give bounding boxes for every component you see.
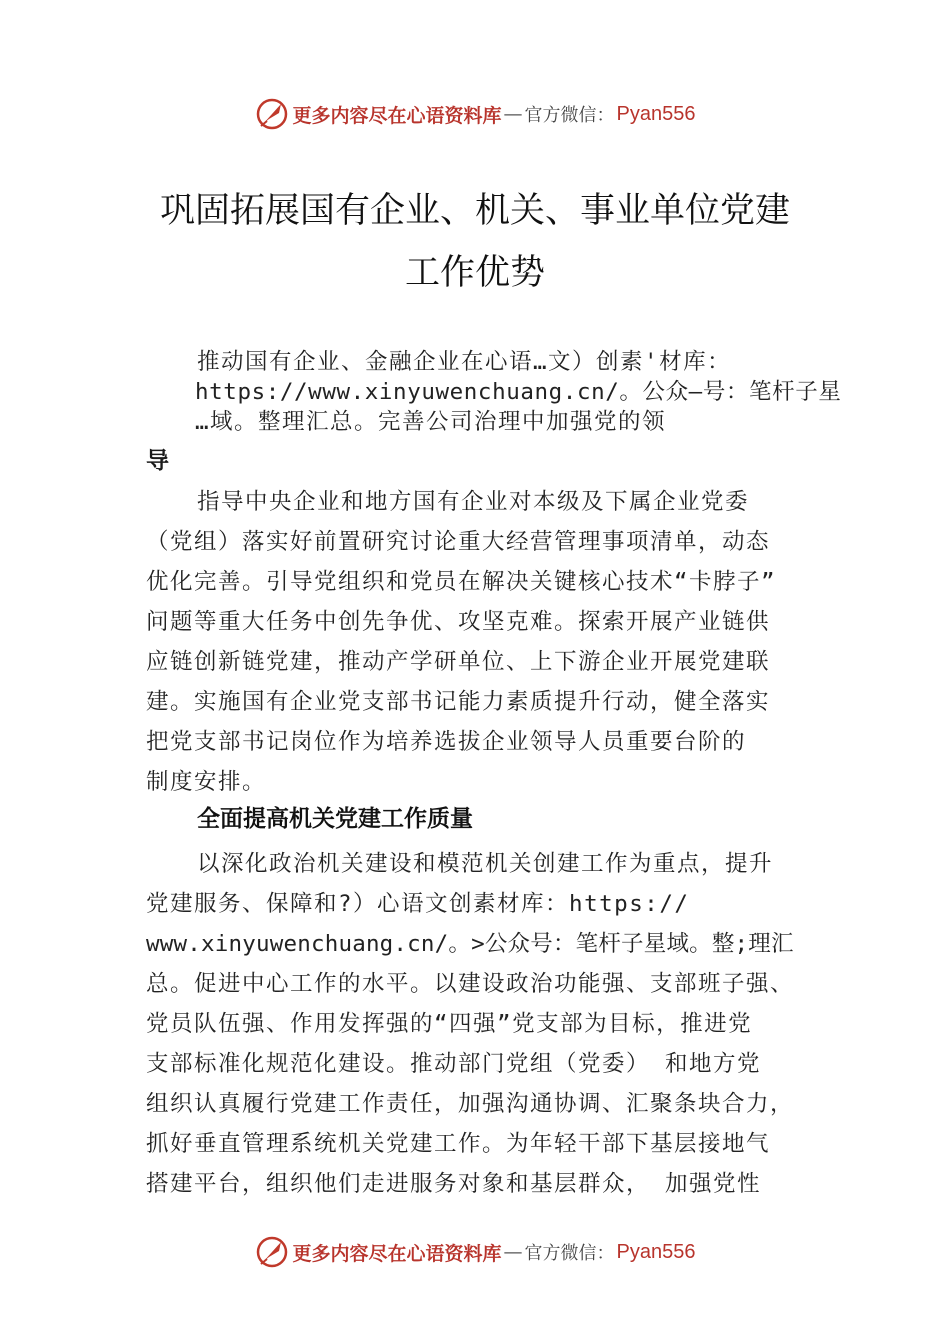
paragraph1-line: 制度安排。 <box>146 769 267 795</box>
paragraph1-line: 指导中央企业和地方国有企业对本级及下属企业党委 <box>197 489 750 515</box>
paragraph1-line: 问题等重大任务中创先争优、攻坚克难。探索开展产业链供 <box>146 609 771 635</box>
paragraph2-line: 搭建平台，组织他们走进服务对象和基层群众， 加强党性 <box>146 1171 762 1197</box>
paragraph2-line: 党员队伍强、作用发挥强的“四强”党支部为目标，推进党 <box>146 1011 753 1037</box>
banner-brand: 更多内容尽在心语资料库 <box>292 104 502 127</box>
banner-brand: 更多内容尽在心语资料库 <box>292 1242 502 1265</box>
banner-separator: — <box>503 1241 523 1263</box>
title-line-1: 巩固拓展国有企业、机关、事业单位党建 <box>159 191 790 231</box>
title-line-2: 工作优势 <box>404 253 545 293</box>
header-banner <box>0 94 950 134</box>
intro-line: …域。整理汇总。完善公司治理中加强党的领 <box>195 409 667 435</box>
paragraph2-line: 党建服务、保障和?）心语文创素材库：https:// <box>146 891 690 917</box>
banner-wechat-id: Pyan556 <box>616 102 696 125</box>
paragraph1-line: 把党支部书记岗位作为培养选拔企业领导人员重要台阶的 <box>146 729 747 755</box>
paragraph1-line: 优化完善。引导党组织和党员在解决关键核心技术“卡脖子” <box>146 569 777 595</box>
paragraph1-line: （党组）落实好前置研究讨论重大经营管理事项清单，动态 <box>146 529 771 555</box>
section-heading: 全面提高机关党建工作质量 <box>197 806 473 832</box>
paragraph2-line: 总。促进中心工作的水平。以建设政治功能强、支部班子强、 <box>146 971 795 997</box>
banner-wechat-id: Pyan556 <box>616 1240 696 1263</box>
paragraph1-line: 应链创新链党建，推动产学研单位、上下游企业开展党建联 <box>146 649 771 675</box>
intro-line: 推动国有企业、金融企业在心语…文）创素'材库： <box>197 349 732 375</box>
paragraph2-line: 抓好垂直管理系统机关党建工作。为年轻干部下基层接地气 <box>146 1131 771 1157</box>
paragraph2-line: www.xinyuwenchuang.cn/。>公众号：笔杆子星域。整;理汇 <box>146 931 794 957</box>
quill-logo-icon <box>255 97 289 131</box>
intro-line: https://www.xinyuwenchuang.cn/。公众—号：笔杆子星 <box>195 379 842 405</box>
banner-wechat-label: 官方微信： <box>524 105 615 126</box>
paragraph2-line: 支部标准化规范化建设。推动部门党组（党委） 和地方党 <box>146 1051 762 1077</box>
paragraph2-line: 组织认真履行党建工作责任，加强沟通协调、汇聚条块合力， <box>146 1091 795 1117</box>
intro-tail: 导 <box>146 448 169 474</box>
paragraph1-line: 建。实施国有企业党支部书记能力素质提升行动，健全落实 <box>146 689 771 715</box>
quill-logo-icon <box>255 1235 289 1269</box>
footer-banner <box>0 1232 950 1272</box>
banner-wechat-label: 官方微信： <box>524 1243 615 1264</box>
banner-separator: — <box>503 103 523 125</box>
document-title <box>100 180 850 304</box>
paragraph2-line: 以深化政治机关建设和模范机关创建工作为重点，提升 <box>197 851 774 877</box>
